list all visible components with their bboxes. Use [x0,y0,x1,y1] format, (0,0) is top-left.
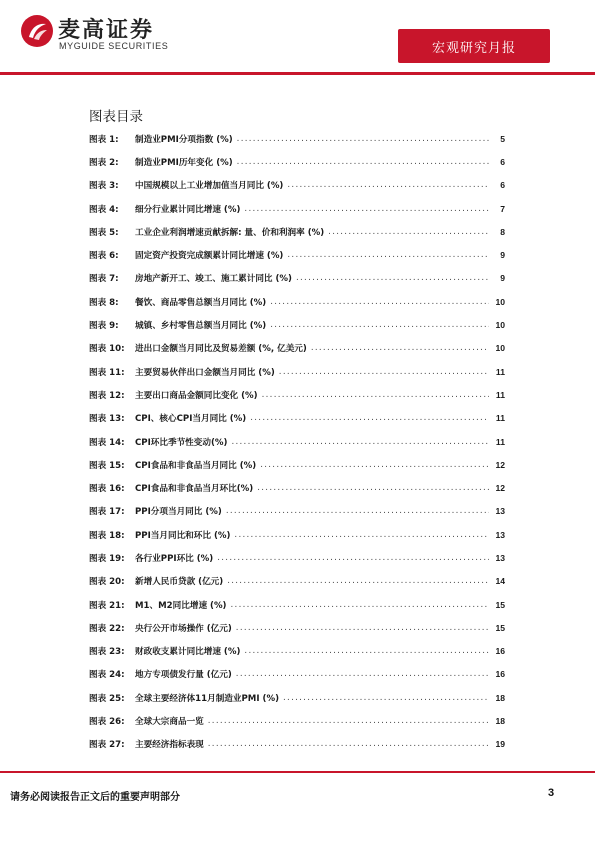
toc-entry-text: 各行业PPI环比 (%) [135,553,214,564]
toc-entry-page: 11 [495,436,505,447]
toc-entry-text: 制造业PMI分项指数 (%) [135,134,233,145]
toc-entry-text: 制造业PMI历年变化 (%) [135,157,233,168]
toc-leader-dots [250,413,489,423]
toc-entry-page: 9 [500,273,505,284]
toc-entry-page: 13 [495,506,505,517]
toc-entry-page: 15 [495,599,505,610]
toc-leader-dots [244,204,489,214]
toc-leader-dots [270,320,489,330]
toc-entry-label: 图表 27: [89,740,125,751]
toc-entry-page: 14 [495,576,505,587]
toc-entry[interactable] [89,290,505,313]
toc-leader-dots [257,483,489,493]
toc-title: 图表目录 [89,109,143,125]
toc-leader-dots [227,576,489,586]
brand-name-english: MYGUIDE SECURITIES [59,41,169,51]
myguide-logo-icon [20,14,54,48]
toc-leader-dots [260,460,489,470]
toc-entry-text: 财政收支累计同比增速 (%) [135,647,241,658]
toc-entry-text: 餐饮、商品零售总额当月同比 (%) [135,297,267,308]
toc-entry-page: 10 [495,320,505,331]
toc-entry[interactable] [89,383,505,406]
toc-entry-text: 主要贸易伙伴出口金额当月同比 (%) [135,367,275,378]
report-type-badge: 宏观研究月报 [398,29,550,63]
toc-entry-label: 图表 25: [89,693,125,704]
toc-entry[interactable] [89,593,505,616]
toc-entry-text: 央行公开市场操作 (亿元) [135,623,232,634]
toc-entry-label: 图表 20: [89,577,125,588]
toc-entry[interactable] [89,313,505,336]
toc-entry-label: 图表 4: [89,204,119,215]
toc-leader-dots [208,739,489,749]
toc-entry[interactable] [89,500,505,523]
toc-entry-page: 13 [495,529,505,540]
toc-entry-label: 图表 19: [89,553,125,564]
toc-leader-dots [244,646,489,656]
toc-leader-dots [237,157,489,167]
toc-entry-label: 图表 13: [89,414,125,425]
toc-leader-dots [311,343,489,353]
figure-toc-list [89,127,505,756]
toc-entry-label: 图表 15: [89,460,125,471]
toc-entry-label: 图表 17: [89,507,125,518]
toc-entry-text: 细分行业累计同比增速 (%) [135,204,241,215]
toc-leader-dots [287,180,489,190]
toc-leader-dots [236,669,489,679]
toc-entry[interactable] [89,570,505,593]
toc-entry[interactable] [89,616,505,639]
toc-leader-dots [234,530,489,540]
toc-entry[interactable] [89,546,505,569]
toc-entry-text: 地方专项债发行量 (亿元) [135,670,232,681]
toc-entry-label: 图表 23: [89,647,125,658]
toc-entry-label: 图表 2: [89,157,119,168]
toc-entry-label: 图表 11: [89,367,125,378]
toc-entry-text: 主要经济指标表现 [135,740,204,751]
toc-entry[interactable] [89,407,505,430]
toc-entry-page: 6 [500,156,505,167]
toc-entry[interactable] [89,267,505,290]
toc-entry-text: 城镇、乡村零售总额当月同比 (%) [135,321,267,332]
toc-entry-page: 8 [500,226,505,237]
toc-entry[interactable] [89,174,505,197]
toc-entry-label: 图表 21: [89,600,125,611]
toc-leader-dots [217,553,489,563]
toc-entry-label: 图表 3: [89,181,119,192]
brand-name-chinese: 麦高证券 [58,18,155,43]
page-number: 3 [548,787,555,799]
toc-leader-dots [287,250,489,260]
toc-leader-dots [226,506,489,516]
toc-entry-page: 19 [495,739,505,750]
footer-divider [0,771,595,773]
toc-entry[interactable] [89,663,505,686]
toc-entry-text: 中国规模以上工业增加值当月同比 (%) [135,181,284,192]
toc-entry-text: M1、M2同比增速 (%) [135,600,227,611]
toc-entry-page: 16 [495,646,505,657]
toc-entry[interactable] [89,453,505,476]
toc-entry[interactable] [89,360,505,383]
toc-entry-text: PPI分项当月同比 (%) [135,507,222,518]
toc-entry-page: 16 [495,669,505,680]
toc-entry-page: 7 [500,203,505,214]
toc-leader-dots [262,390,489,400]
toc-entry-page: 11 [495,389,505,400]
toc-leader-dots [236,623,489,633]
toc-entry-text: PPI当月同比和环比 (%) [135,530,231,541]
toc-entry-text: 工业企业利润增速贡献拆解: 量、价和利润率 (%) [135,227,325,238]
toc-entry-page: 10 [495,296,505,307]
header-divider [0,72,595,75]
toc-entry[interactable] [89,197,505,220]
toc-entry-text: CPI食品和非食品当月环比(%) [135,484,254,495]
toc-entry-label: 图表 10: [89,344,125,355]
toc-entry-text: 主要出口商品金额同比变化 (%) [135,390,258,401]
toc-entry-page: 5 [500,133,505,144]
toc-entry-page: 9 [500,250,505,261]
toc-leader-dots [328,227,489,237]
toc-leader-dots [283,693,489,703]
page-header [0,0,595,74]
toc-leader-dots [231,437,489,447]
toc-entry[interactable] [89,686,505,709]
toc-entry[interactable] [89,243,505,266]
toc-entry-page: 6 [500,180,505,191]
toc-entry-page: 12 [495,483,505,494]
toc-entry-label: 图表 8: [89,297,119,308]
toc-entry-label: 图表 12: [89,390,125,401]
toc-entry-text: CPI环比季节性变动(%) [135,437,228,448]
toc-entry[interactable] [89,733,505,756]
toc-entry-label: 图表 16: [89,484,125,495]
toc-entry[interactable] [89,127,505,150]
toc-entry[interactable] [89,640,505,663]
toc-entry-text: 新增人民币贷款 (亿元) [135,577,224,588]
toc-entry-label: 图表 22: [89,623,125,634]
toc-entry-label: 图表 26: [89,717,125,728]
toc-entry-page: 18 [495,716,505,727]
toc-entry-text: 房地产新开工、竣工、施工累计同比 (%) [135,274,292,285]
toc-entry-page: 10 [495,343,505,354]
toc-entry-label: 图表 9: [89,321,119,332]
toc-entry[interactable] [89,430,505,453]
toc-entry-text: 进出口金额当月同比及贸易差额 (%, 亿美元) [135,344,307,355]
toc-entry[interactable] [89,150,505,173]
toc-leader-dots [237,134,489,144]
footer-disclaimer: 请务必阅读报告正文后的重要声明部分 [10,792,180,803]
toc-entry-text: 全球主要经济体11月制造业PMI (%) [135,693,279,704]
toc-entry-page: 11 [495,413,505,424]
toc-entry-text: CPI食品和非食品当月同比 (%) [135,460,257,471]
toc-entry-label: 图表 5: [89,227,119,238]
toc-entry[interactable] [89,709,505,732]
toc-leader-dots [231,600,490,610]
toc-entry-page: 12 [495,459,505,470]
toc-entry-page: 13 [495,552,505,563]
toc-entry-text: CPI、核心CPI当月同比 (%) [135,414,247,425]
toc-entry-text: 固定资产投资完成额累计同比增速 (%) [135,251,284,262]
toc-entry-label: 图表 7: [89,274,119,285]
toc-entry[interactable] [89,220,505,243]
toc-entry[interactable] [89,476,505,499]
toc-entry[interactable] [89,337,505,360]
toc-leader-dots [270,297,489,307]
toc-entry-page: 11 [495,366,505,377]
toc-entry[interactable] [89,523,505,546]
toc-leader-dots [296,273,489,283]
toc-entry-label: 图表 14: [89,437,125,448]
toc-entry-label: 图表 6: [89,251,119,262]
toc-entry-text: 全球大宗商品一览 [135,717,204,728]
toc-entry-label: 图表 18: [89,530,125,541]
toc-entry-page: 18 [495,692,505,703]
toc-entry-label: 图表 24: [89,670,125,681]
toc-entry-label: 图表 1: [89,134,119,145]
toc-leader-dots [208,716,489,726]
toc-leader-dots [279,367,489,377]
toc-entry-page: 15 [495,622,505,633]
